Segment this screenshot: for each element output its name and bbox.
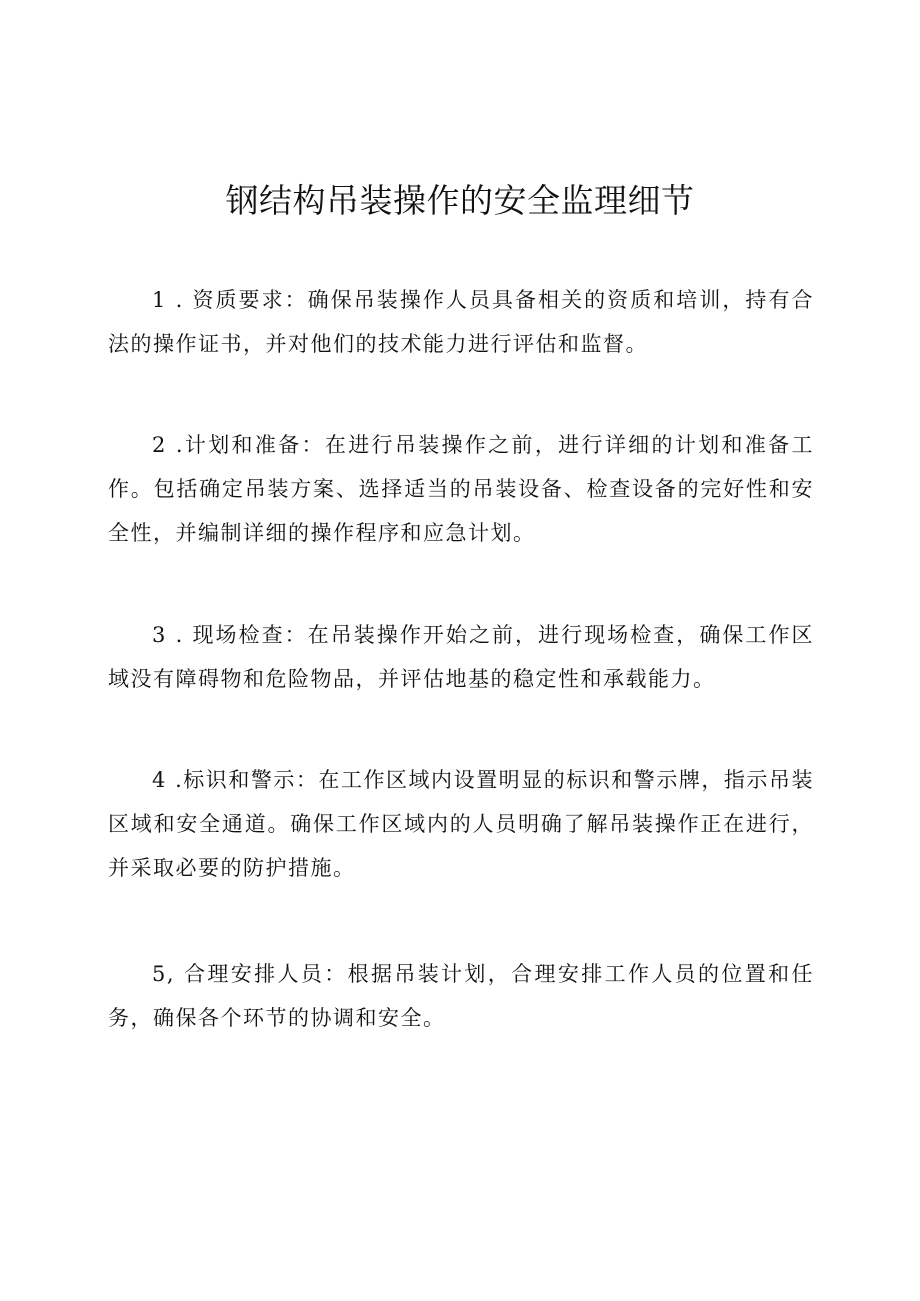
section-staffing: 5, 合理安排人员：根据吊装计划，合理安排工作人员的位置和任务，确保各个环节的协调和安全。 xyxy=(108,962,814,1030)
document-title: 钢结构吊装操作的安全监理细节 xyxy=(225,181,695,220)
section-planning: 2 .计划和准备：在进行吊装操作之前，进行详细的计划和准备工作。包括确定吊装方案、选择适当的吊装设备、检查设备的完好性和安全性，并编制详细的操作程序和应急计划。 xyxy=(108,433,814,545)
section-site-inspection: 3 . 现场检查：在吊装操作开始之前，进行现场检查，确保工作区域没有障碍物和危险物品，并评估地基的稳定性和承载能力。 xyxy=(108,623,814,691)
section-qualification: 1 . 资质要求：确保吊装操作人员具备相关的资质和培训，持有合法的操作证书，并对他们的技术能力进行评估和监督。 xyxy=(108,288,814,356)
section-signage: 4 .标识和警示：在工作区域内设置明显的标识和警示牌，指示吊装区域和安全通道。确保工作区域内的人员明确了解吊装操作正在进行，并采取必要的防护措施。 xyxy=(108,768,814,880)
